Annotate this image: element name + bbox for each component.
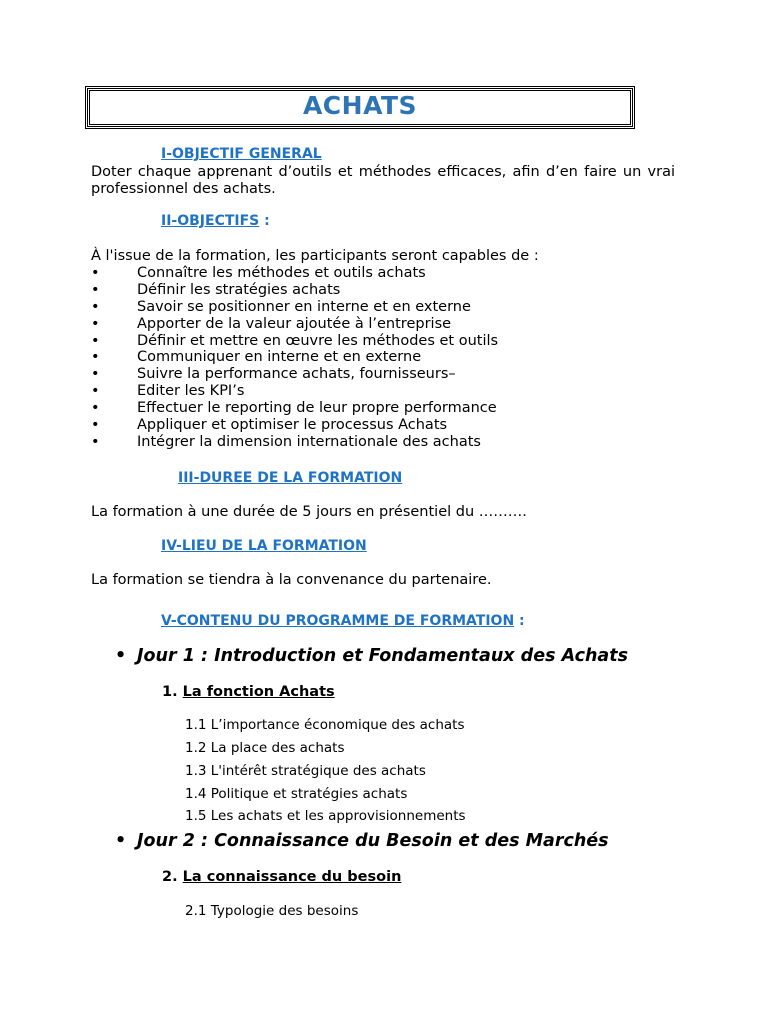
list-item	[91, 366, 498, 383]
list-item	[91, 333, 498, 350]
document-title: ACHATS	[302, 91, 418, 120]
list-item-text: Suivre la performance achats, fournisseurs–	[137, 366, 456, 383]
list-item	[91, 400, 498, 417]
heading-lieu-text: IV-LIEU DE LA FORMATION	[161, 538, 367, 554]
list-item-text: Connaître les méthodes et outils achats	[137, 265, 426, 281]
heading-duree-text: III-DUREE DE LA FORMATION	[178, 470, 403, 486]
heading-objectif-general-text: I-OBJECTIF GENERAL	[161, 146, 322, 162]
bullet-icon: •	[91, 332, 100, 349]
list-item	[91, 349, 498, 366]
bullet-icon: •	[91, 383, 100, 400]
bullet-icon: •	[91, 281, 100, 298]
subsection-item: 1.5 Les achats et les approvisionnements	[185, 808, 466, 824]
day-2-heading	[115, 831, 609, 851]
lieu-text: La formation se tiendra à la convenance du partenaire.	[91, 572, 492, 588]
objectifs-list	[91, 265, 498, 451]
bullet-icon: •	[91, 400, 100, 417]
day-1-label: Jour 1 : Introduction et Fondamentaux des Achats	[137, 646, 629, 666]
list-item-text: Définir et mettre en œuvre les méthodes et outils	[137, 332, 499, 349]
list-item-text: Définir les stratégies achats	[137, 281, 341, 298]
list-item	[91, 299, 498, 316]
section-2-number: 2.	[162, 869, 178, 885]
subsection-item: 1.4 Politique et stratégies achats	[185, 786, 408, 802]
section-1-heading	[162, 684, 335, 700]
list-item	[91, 316, 498, 333]
heading-objectifs-suffix: :	[259, 213, 270, 229]
subsection-item: 1.3 L'intérêt stratégique des achats	[185, 763, 426, 779]
list-item	[91, 282, 498, 299]
subsection-item: 1.1 L’importance économique des achats	[185, 717, 465, 733]
bullet-icon: •	[91, 417, 100, 434]
bullet-icon: •	[115, 831, 127, 851]
bullet-icon: •	[91, 265, 100, 281]
list-item	[91, 434, 498, 451]
bullet-icon: •	[91, 366, 100, 383]
section-2-heading	[162, 869, 401, 885]
heading-contenu-text: V-CONTENU DU PROGRAMME DE FORMATION	[161, 613, 515, 629]
day-2-label: Jour 2 : Connaissance du Besoin et des Marchés	[137, 831, 609, 851]
bullet-icon: •	[91, 433, 100, 450]
list-item	[91, 383, 498, 400]
heading-objectifs-text: II-OBJECTIFS	[161, 213, 260, 229]
list-item-text: Appliquer et optimiser le processus Achats	[137, 417, 448, 434]
bullet-icon: •	[115, 646, 127, 666]
heading-objectifs	[161, 213, 270, 229]
bullet-icon: •	[91, 298, 100, 315]
subsection-item: 2.1 Typologie des besoins	[185, 903, 359, 919]
list-item-text: Intégrer la dimension internationale des achats	[137, 433, 481, 450]
bullet-icon: •	[91, 349, 100, 366]
list-item-text: Apporter de la valeur ajoutée à l’entreprise	[137, 315, 452, 332]
title-box	[85, 86, 635, 129]
objectif-general-text: Doter chaque apprenant d’outils et méthodes efficaces, afin d’en faire un vrai professionnel des achats.	[91, 164, 675, 197]
bullet-icon: •	[91, 315, 100, 332]
subsection-item: 1.2 La place des achats	[185, 740, 345, 756]
heading-lieu	[161, 538, 367, 554]
list-item-text: Effectuer le reporting de leur propre performance	[137, 400, 497, 417]
list-item-text: Communiquer en interne et en externe	[137, 349, 422, 366]
section-2-title: La connaissance du besoin	[182, 869, 402, 885]
heading-contenu-suffix: :	[514, 613, 525, 629]
duree-text: La formation à une durée de 5 jours en présentiel du ……….	[91, 504, 527, 520]
list-item	[91, 417, 498, 434]
day-1-heading	[115, 646, 628, 666]
section-1-number: 1.	[162, 684, 178, 700]
list-item-text: Savoir se positionner en interne et en externe	[137, 298, 471, 315]
list-item-text: Editer les KPI’s	[137, 383, 245, 400]
heading-objectif-general	[161, 146, 322, 162]
heading-contenu	[161, 613, 525, 629]
heading-duree	[178, 470, 402, 486]
list-item	[91, 265, 498, 282]
objectifs-intro: À l'issue de la formation, les participants seront capables de :	[91, 248, 539, 264]
section-1-title: La fonction Achats	[182, 684, 335, 700]
